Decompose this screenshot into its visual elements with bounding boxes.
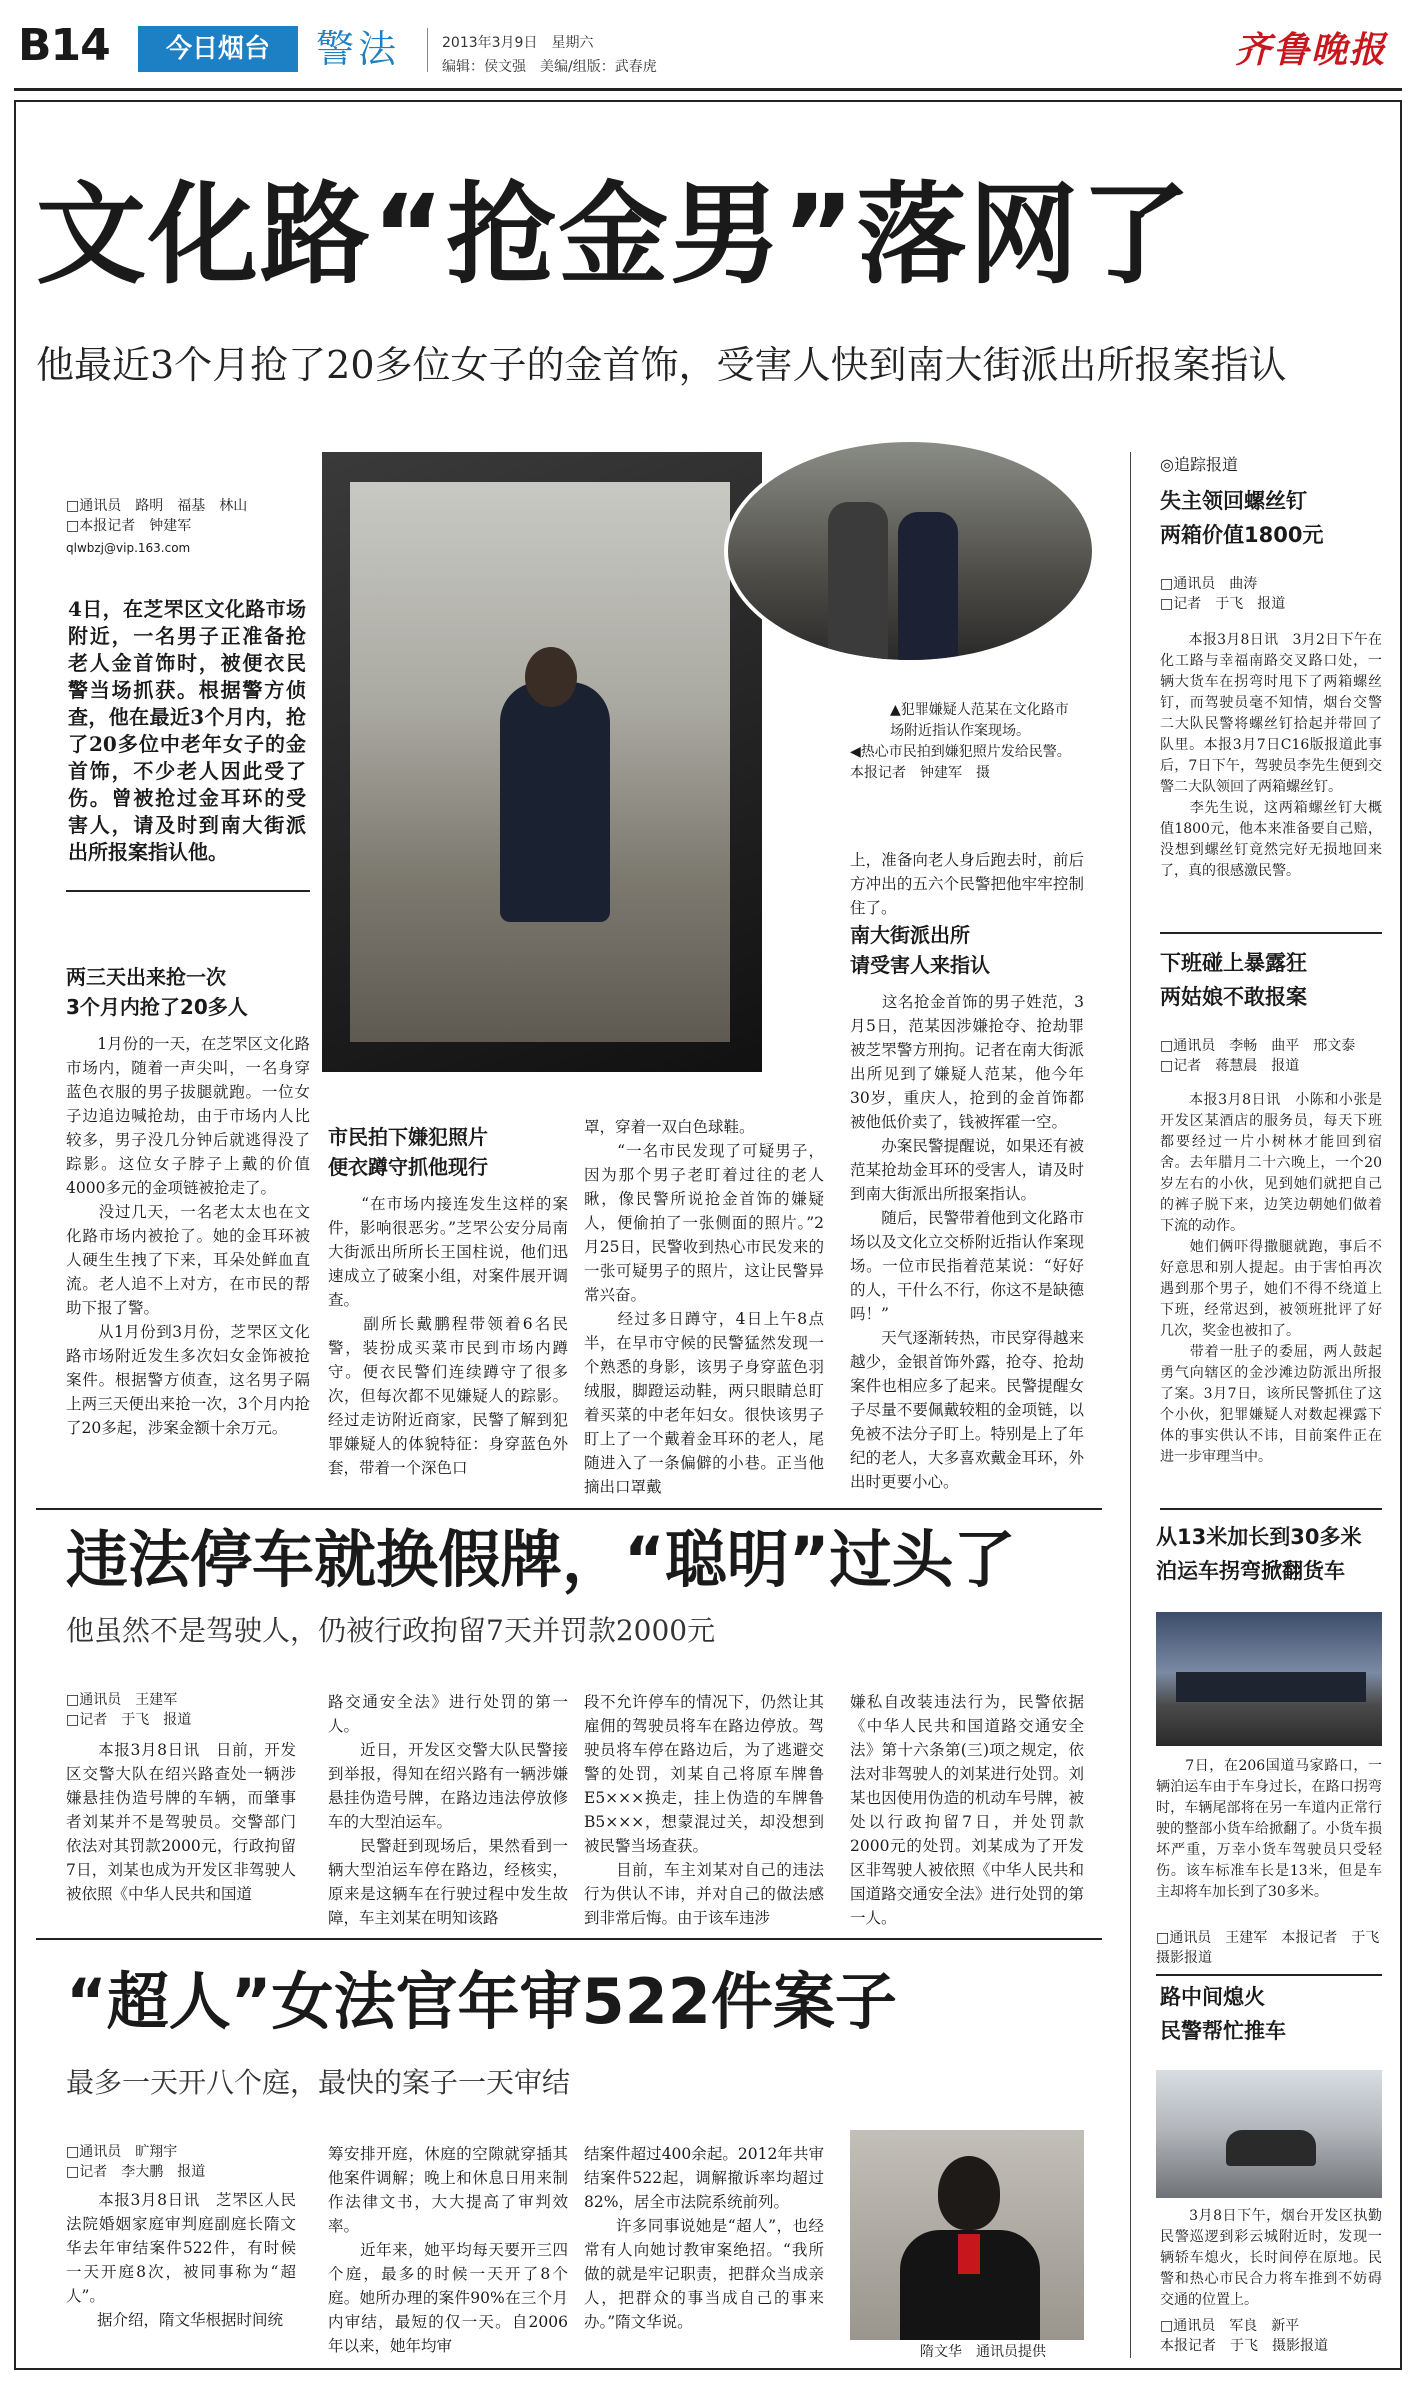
- suspect-figure-arrest: [828, 502, 888, 664]
- lead-rule: [66, 890, 310, 892]
- story2-byline: □通讯员 王建军 □记者 于飞 报道: [66, 1692, 192, 1728]
- story2-col1: 本报3月8日讯 日前，开发区交警大队在绍兴路查处一辆涉嫌悬挂伪造号牌的车辆，而肇事者刘某并不是驾驶员。交警部门依法对其罚款2000元，行政拘留7日，刘某也成为开发区非驾驶人被依照《中华人民共和国道: [66, 1741, 296, 1903]
- suspect-figure: [500, 682, 610, 922]
- story1-bottom-rule: [36, 1508, 1102, 1510]
- header-date: 2013年3月9日 星期六: [442, 35, 594, 51]
- story1-col2: “在市场内接连发生这样的案件，影响很恶劣。”芝罘公安分局南大街派出所所长王国柱说，他们迅速成立了破案小组，对案件展开调查。 副所长戴鹏程带领着6名民警，装扮成买菜市民到市场内蹲守。便衣民警们连续蹲守了很多次，但每次都不见嫌疑人的踪影。经过走访附近商家，民警了解到犯罪嫌疑人的体貌特征：身穿蓝色外套，带着一个深色口: [328, 1195, 568, 1477]
- caption-photo: ◀热心市民拍到嫌犯照片发给民警。 本报记者 钟建军 摄: [850, 744, 1078, 781]
- arrest-photo: [724, 438, 1096, 664]
- sidebar-a4-body: 3月8日下午，烟台开发区执勤民警巡逻到彩云城附近时，发现一辆轿车熄火，长时间停在原地。民警和热心市民合力将车推到不妨碍交通的位置上。: [1160, 2208, 1382, 2308]
- story1-byline: □通讯员 路明 福基 林山 □本报记者 钟建军: [66, 498, 248, 534]
- section-name-badge: 今日烟台: [138, 26, 298, 72]
- sidebar-a2-body: 本报3月8日讯 小陈和小张是开发区某酒店的服务员，每天下班都要经过一片小树林才能回到宿舍。去年腊月二十六晚上，一个20岁左右的小伙，见到她们就把自己的裤子脱下来，边笑边朝她们做着下流的动作。 她们俩吓得撒腿就跑，事后不好意思和别人提起。由于害怕再次遇到那个男子，她们不得不绕道上下班，经常迟到，被领班批评了好几次，奖金也被扣了。 带着一肚子的委屈，两人鼓起勇气向辖区的金沙滩边防派出所报了案。3月7日，该所民警抓住了这个小伙，犯罪嫌疑人对数起裸露下体的事实供认不讳，目前案件正在进一步审理当中。: [1160, 1092, 1382, 1465]
- sidebar-a1-body: 本报3月8日讯 3月2日下午在化工路与幸福南路交叉路口处，一辆大货车在拐弯时甩下了两箱螺丝钉，而驾驶员毫不知情，烟台交警二大队民警将螺丝钉拾起并带回了队里。本报3月7日C16版报道此事后，7日下午，驾驶员李先生便到交警二大队领回了两箱螺丝钉。 李先生说，这两箱螺丝钉大概值1800元，他本来准备要自己赔，没想到螺丝钉竟然完好无损地回来了，真的很感激民警。: [1160, 632, 1382, 879]
- header-divider: [427, 28, 428, 72]
- story3-col1: 本报3月8日讯 芝罘区人民法院婚姻家庭审判庭副庭长隋文华去年审结案件522件，有时候一天开庭8次，被同事称为“超人”。 据介绍，隋文华根据时间统: [66, 2191, 296, 2329]
- officer-figure: [898, 512, 958, 664]
- story3-col3: 结案件超过400余起。2012年共审结案件522起，调解撤诉率均超过82%，居全市法院系统前列。 许多同事说她是“超人”，也经常有人向她讨教审案绝招。“我所做的就是牢记职责，把群众当成亲人，把群众的事当成自己的事来办。”隋文华说。: [584, 2145, 824, 2331]
- story3-headline: “超人”女法官年审522件案子: [66, 1965, 897, 2038]
- story3-byline: □通讯员 旷翔宇 □记者 李大鹏 报道: [66, 2144, 206, 2180]
- story2-subhead: 他虽然不是驾驶人，仍被行政拘留7天并罚款2000元: [66, 1614, 716, 1647]
- story2-bottom-rule: [36, 1938, 1102, 1940]
- truck-shape: [1176, 1672, 1366, 1702]
- car-photo: [1156, 2070, 1382, 2198]
- story1-lead: 4日，在芝罘区文化路市场附近，一名男子正准备抢老人金首饰时，被便衣民警当场抓获。根据警方侦查，他在最近3个月内，抢了20多位中老年女子的金首饰，不少老人因此受了伤。曾被抢过金耳环的受害人，请及时到南大街派出所报案指认他。: [68, 597, 306, 864]
- sidebar-a2-byline: □通讯员 李畅 曲平 邢文泰 □记者 蒋慧晨 报道: [1160, 1038, 1356, 1074]
- story1-col1: 1月份的一天，在芝罘区文化路市场内，随着一声尖叫，一名身穿蓝色衣服的男子拔腿就跑。一位女子边追边喊抢劫，由于市场内人比较多，男子没几分钟后就逃得没了踪影。这位女子脖子上戴的价值4000多元的金项链被抢走了。 没过几天，一名老太太也在文化路市场内被抢了。她的金耳环被人硬生生拽了下来，耳朵处鲜血直流。老人追不上对方，在市民的帮助下报了警。 从1月份到3月份，芝罘区文化路市场附近发生多次妇女金饰被抢案件。根据警方侦查，这名男子隔上两三天便出来抢一次，3个月内抢了20多起，涉案金额十余万元。: [66, 1035, 310, 1437]
- story1-sub1: 两三天出来抢一次 3个月内抢了20多人: [66, 965, 248, 1019]
- suspect-head: [525, 647, 577, 707]
- monitor-screen: [350, 482, 730, 1042]
- story1-col4a: 上，准备向老人身后跑去时，前后方冲出的五六个民警把他牢牢控制住了。: [850, 851, 1084, 917]
- sidebar-rule-2: [1160, 1508, 1382, 1510]
- story2-col4: 嫌私自改装违法行为，民警依据《中华人民共和国道路交通安全法》第十六条第(三)项之规定，依法对非驾驶人的刘某进行处罚。刘某也因使用伪造的机动车号牌，被处以行政拘留7日，并处罚款2000元的处罚。刘某成为了开发区非驾驶人被依照《中华人民共和国道路交通安全法》进行处罚的第一人。: [850, 1693, 1084, 1927]
- story1-sub2: 市民拍下嫌犯照片 便衣蹲守抓他现行: [328, 1125, 488, 1179]
- column-name: 警法: [316, 27, 401, 71]
- story3-subhead: 最多一天开八个庭，最快的案子一天审结: [66, 2066, 571, 2099]
- sidebar-divider: [1130, 452, 1131, 2358]
- sidebar-a3-byline: □通讯员 王建军 本报记者 于飞 摄影报道: [1156, 1930, 1394, 1966]
- page-number: B14: [18, 20, 110, 71]
- truck-photo: [1156, 1612, 1382, 1746]
- header-rule: [14, 88, 1402, 91]
- sidebar-tag: ◎追踪报道: [1160, 455, 1238, 474]
- sidebar-a4-byline: □通讯员 军良 新平 本报记者 于飞 摄影报道: [1160, 2318, 1328, 2354]
- story2-col3: 段不允许停车的情况下，仍然让其雇佣的驾驶员将车在路边停放。驾驶员将车停在路边后，为了逃避交警的处罚，刘某自己将原车牌鲁E5×××换走，挂上伪造的车牌鲁B5×××，想蒙混过关，却没想到被民警当场查获。 目前，车主刘某对自己的违法行为供认不讳，并对自己的做法感到非常后悔。由于该车违涉: [584, 1693, 824, 1927]
- sidebar-a2-title: 下班碰上暴露狂 两姑娘不敢报案: [1160, 951, 1307, 1009]
- sidebar-a3-body: 7日，在206国道马家路口，一辆泊运车由于车身过长，在路口拐弯时，车辆尾部将在另一车道内正常行驶的整部小货车给掀翻了。小货车损坏严重，万幸小货车驾驶员只受轻伤。该车标准车长是13米，但是车主却将车加长到了30多米。: [1156, 1758, 1382, 1900]
- sidebar-rule-1: [1160, 932, 1382, 934]
- story1-col4b: 这名抢金首饰的男子姓范，3月5日，范某因涉嫌抢夺、抢劫罪被芝罘警方刑拘。记者在南大街派出所见到了嫌疑人范某，他今年30岁，重庆人，抢到的金首饰都被他低价卖了，钱被挥霍一空。 办案民警提醒说，如果还有被范某抢劫金耳环的受害人，请及时到南大街派出所报案指认。 随后，民警带着他到文化路市场以及文化立交桥附近指认作案现场。一位市民指着范某说：“好好的人，干什么不行，你这不是缺德吗！” 天气逐渐转热，市民穿得越来越少，金银首饰外露，抢夺、抢劫案件也相应多了起来。民警提醒女子尽量不要佩戴较粗的金项链，以免被不法分子盯上。特别是上了年纪的老人，大多喜欢戴金耳环，外出时更要小心。: [850, 993, 1084, 1491]
- story1-sub3: 南大街派出所 请受害人来指认: [850, 923, 990, 977]
- judge-collar: [958, 2234, 980, 2274]
- story1-headline: 文化路“抢金男”落网了: [36, 171, 1193, 299]
- sidebar-a1-byline: □通讯员 曲涛 □记者 于飞 报道: [1160, 576, 1286, 612]
- judge-photo: [850, 2130, 1084, 2340]
- sidebar-a3-title: 从13米加长到30多米 泊运车拐弯掀翻货车: [1156, 1525, 1362, 1583]
- judge-head: [938, 2156, 1000, 2230]
- story1-col3: 罩，穿着一双白色球鞋。 “一名市民发现了可疑男子，因为那个男子老盯着过往的老人瞅，像民警所说抢金首饰的嫌疑人，便偷拍了一张侧面的照片。”2月25日，民警收到热心市民发来的一张可疑男子的照片，这让民警异常兴奋。 经过多日蹲守，4日上午8点半，在早市守候的民警猛然发现一个熟悉的身影，该男子身穿蓝色羽绒服，脚蹬运动鞋，两只眼睛总盯着买菜的中老年妇女。很快该男子盯上了一个戴着金耳环的老人，尾随进入了一条偏僻的小巷。正当他摘出口罩戴: [584, 1118, 824, 1496]
- story3-col2: 筹安排开庭，休庭的空隙就穿插其他案件调解；晚上和休息日用来制作法律文书，大大提高了审判效率。 近年来，她平均每天要开三四个庭，最多的时候一天开了8个庭。她所办理的案件90%在三个月内审结，最短的仅一天。自2006年以来，她年均审: [328, 2145, 568, 2355]
- sidebar-rule-3: [1156, 1974, 1382, 1976]
- masthead-logo: 齐鲁晚报: [1234, 29, 1387, 71]
- caption-judge: 隋文华 通讯员提供: [920, 2344, 1046, 2360]
- story1-subhead: 他最近3个月抢了20多位女子的金首饰，受害人快到南大街派出所报案指认: [36, 343, 1287, 387]
- header-staff: 编辑：侯文强 美编/组版：武春虎: [442, 59, 657, 75]
- sidebar-a1-title: 失主领回螺丝钉 两箱价值1800元: [1160, 489, 1324, 547]
- story1-email: qlwbzj@vip.163.com: [66, 541, 191, 555]
- suspect-photo: [322, 452, 762, 1072]
- sidebar-a4-title: 路中间熄火 民警帮忙推车: [1160, 1985, 1286, 2043]
- caption-arrest: ▲犯罪嫌疑人范某在文化路市场附近指认作案现场。: [890, 702, 1069, 739]
- story2-col2: 路交通安全法》进行处罚的第一人。 近日，开发区交警大队民警接到举报，得知在绍兴路有一辆涉嫌悬挂伪造号牌，在路边违法停放修车的大型泊运车。 民警赶到现场后，果然看到一辆大型泊运车停在路边，经核实，原来是这辆车在行驶过程中发生故障，车主刘某在明知该路: [328, 1693, 568, 1927]
- car-shape: [1226, 2130, 1316, 2166]
- story2-headline: 违法停车就换假牌，“聪明”过头了: [66, 1523, 1016, 1596]
